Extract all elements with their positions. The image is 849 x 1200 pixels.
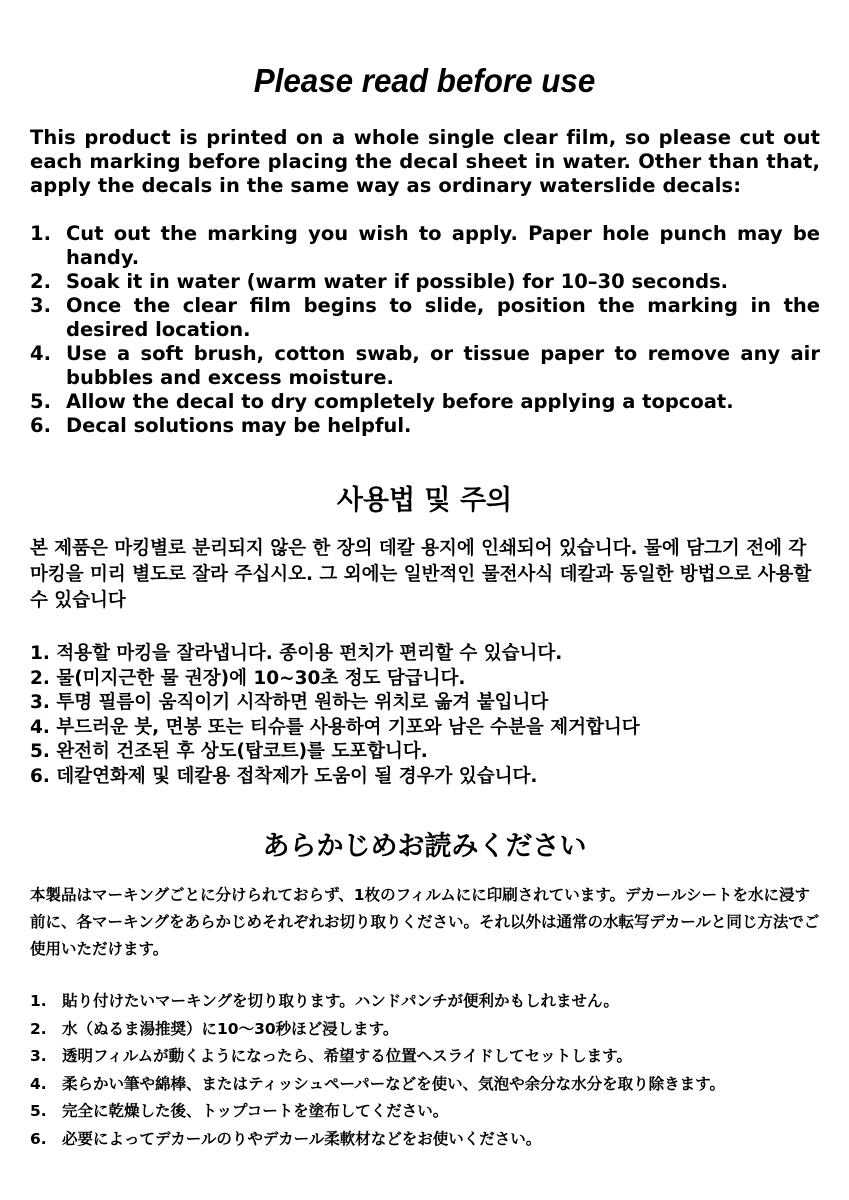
japanese-step: 3. 透明フィルムが動くようになったら、希望する位置へスライドしてセットします。 bbox=[30, 1047, 632, 1065]
english-title: Please read before use bbox=[253, 62, 596, 99]
english-step: 4. Use a soft brush, cotton swab, or tissue paper to remove any air bubbles and excess moisture. bbox=[30, 342, 820, 389]
english-steps bbox=[30, 222, 820, 438]
korean-step: 3. 투명 필름이 움직이기 시작하면 원하는 위치로 옮겨 붙입니다 bbox=[30, 692, 549, 713]
english-intro: This product is printed on a whole single clear film, so please cut out each marking before placing the decal sheet in water. Other than that, apply the decals in the same way as ordinary waterslide decals: bbox=[30, 126, 820, 197]
english-step: 2. Soak it in water (warm water if possible) for 10–30 seconds. bbox=[30, 270, 729, 293]
japanese-step: 4. 柔らかい筆や綿棒、またはティッシュペーパーなどを使い、気泡や余分な水分を取り除きます。 bbox=[30, 1074, 725, 1093]
japanese-intro: 本製品はマーキングごとに分けられておらず、1枚のフィルムにに印刷されています。デカールシートを水に浸す前に、各マーキングをあらかじめそれぞれお切り取りください。それ以外は通常の水転写デカールと同じ方法でご使用いただけます。 bbox=[30, 886, 820, 958]
english-step: 1. Cut out the marking you wish to apply. Paper hole punch may be handy. bbox=[30, 222, 820, 269]
korean-steps bbox=[30, 642, 820, 789]
korean-title: 사용법 및 주의 bbox=[336, 485, 513, 516]
japanese-title: あらかじめお読みください bbox=[262, 831, 587, 862]
japanese-step: 5. 完全に乾燥した後、トップコートを塗布してください。 bbox=[30, 1102, 449, 1120]
english-step: 5. Allow the decal to dry completely before applying a topcoat. bbox=[30, 390, 734, 413]
japanese-step: 1. 貼り付けたいマーキングを切り取ります。ハンドパンチが便利かもしれません。 bbox=[30, 992, 619, 1010]
korean-step: 6. 데칼연화제 및 데칼용 접착제가 도움이 될 경우가 있습니다. bbox=[30, 765, 538, 787]
english-step: 6. Decal solutions may be helpful. bbox=[30, 414, 412, 437]
japanese-step: 2. 水（ぬるま湯推奨）に10～30秒ほど浸します。 bbox=[30, 1019, 399, 1038]
japanese-steps bbox=[30, 988, 820, 1153]
korean-step: 2. 물(미지근한 물 권장)에 10~30초 정도 담급니다. bbox=[30, 667, 466, 689]
korean-step: 4. 부드러운 붓, 면봉 또는 티슈를 사용하여 기포와 남은 수분을 제거합니다 bbox=[30, 716, 640, 738]
korean-step: 5. 완전히 건조된 후 상도(탑코트)를 도포합니다. bbox=[30, 741, 428, 762]
korean-step: 1. 적용할 마킹을 잘라냅니다. 종이용 펀치가 편리할 수 있습니다. bbox=[30, 643, 563, 664]
korean-intro: 본 제품은 마킹별로 분리되지 않은 한 장의 데칼 용지에 인쇄되어 있습니다. 물에 담그기 전에 각 마킹을 미리 별도로 잘라 주십시오. 그 외에는 일반적인 물전사식 데칼과 동일한 방법으로 사용할 수 있습니다 bbox=[30, 538, 812, 611]
english-step: 3. Once the clear film begins to slide, position the marking in the desired location. bbox=[30, 294, 820, 341]
japanese-step: 6. 必要によってデカールのりやデカール柔軟材などをお使いください。 bbox=[30, 1129, 542, 1148]
